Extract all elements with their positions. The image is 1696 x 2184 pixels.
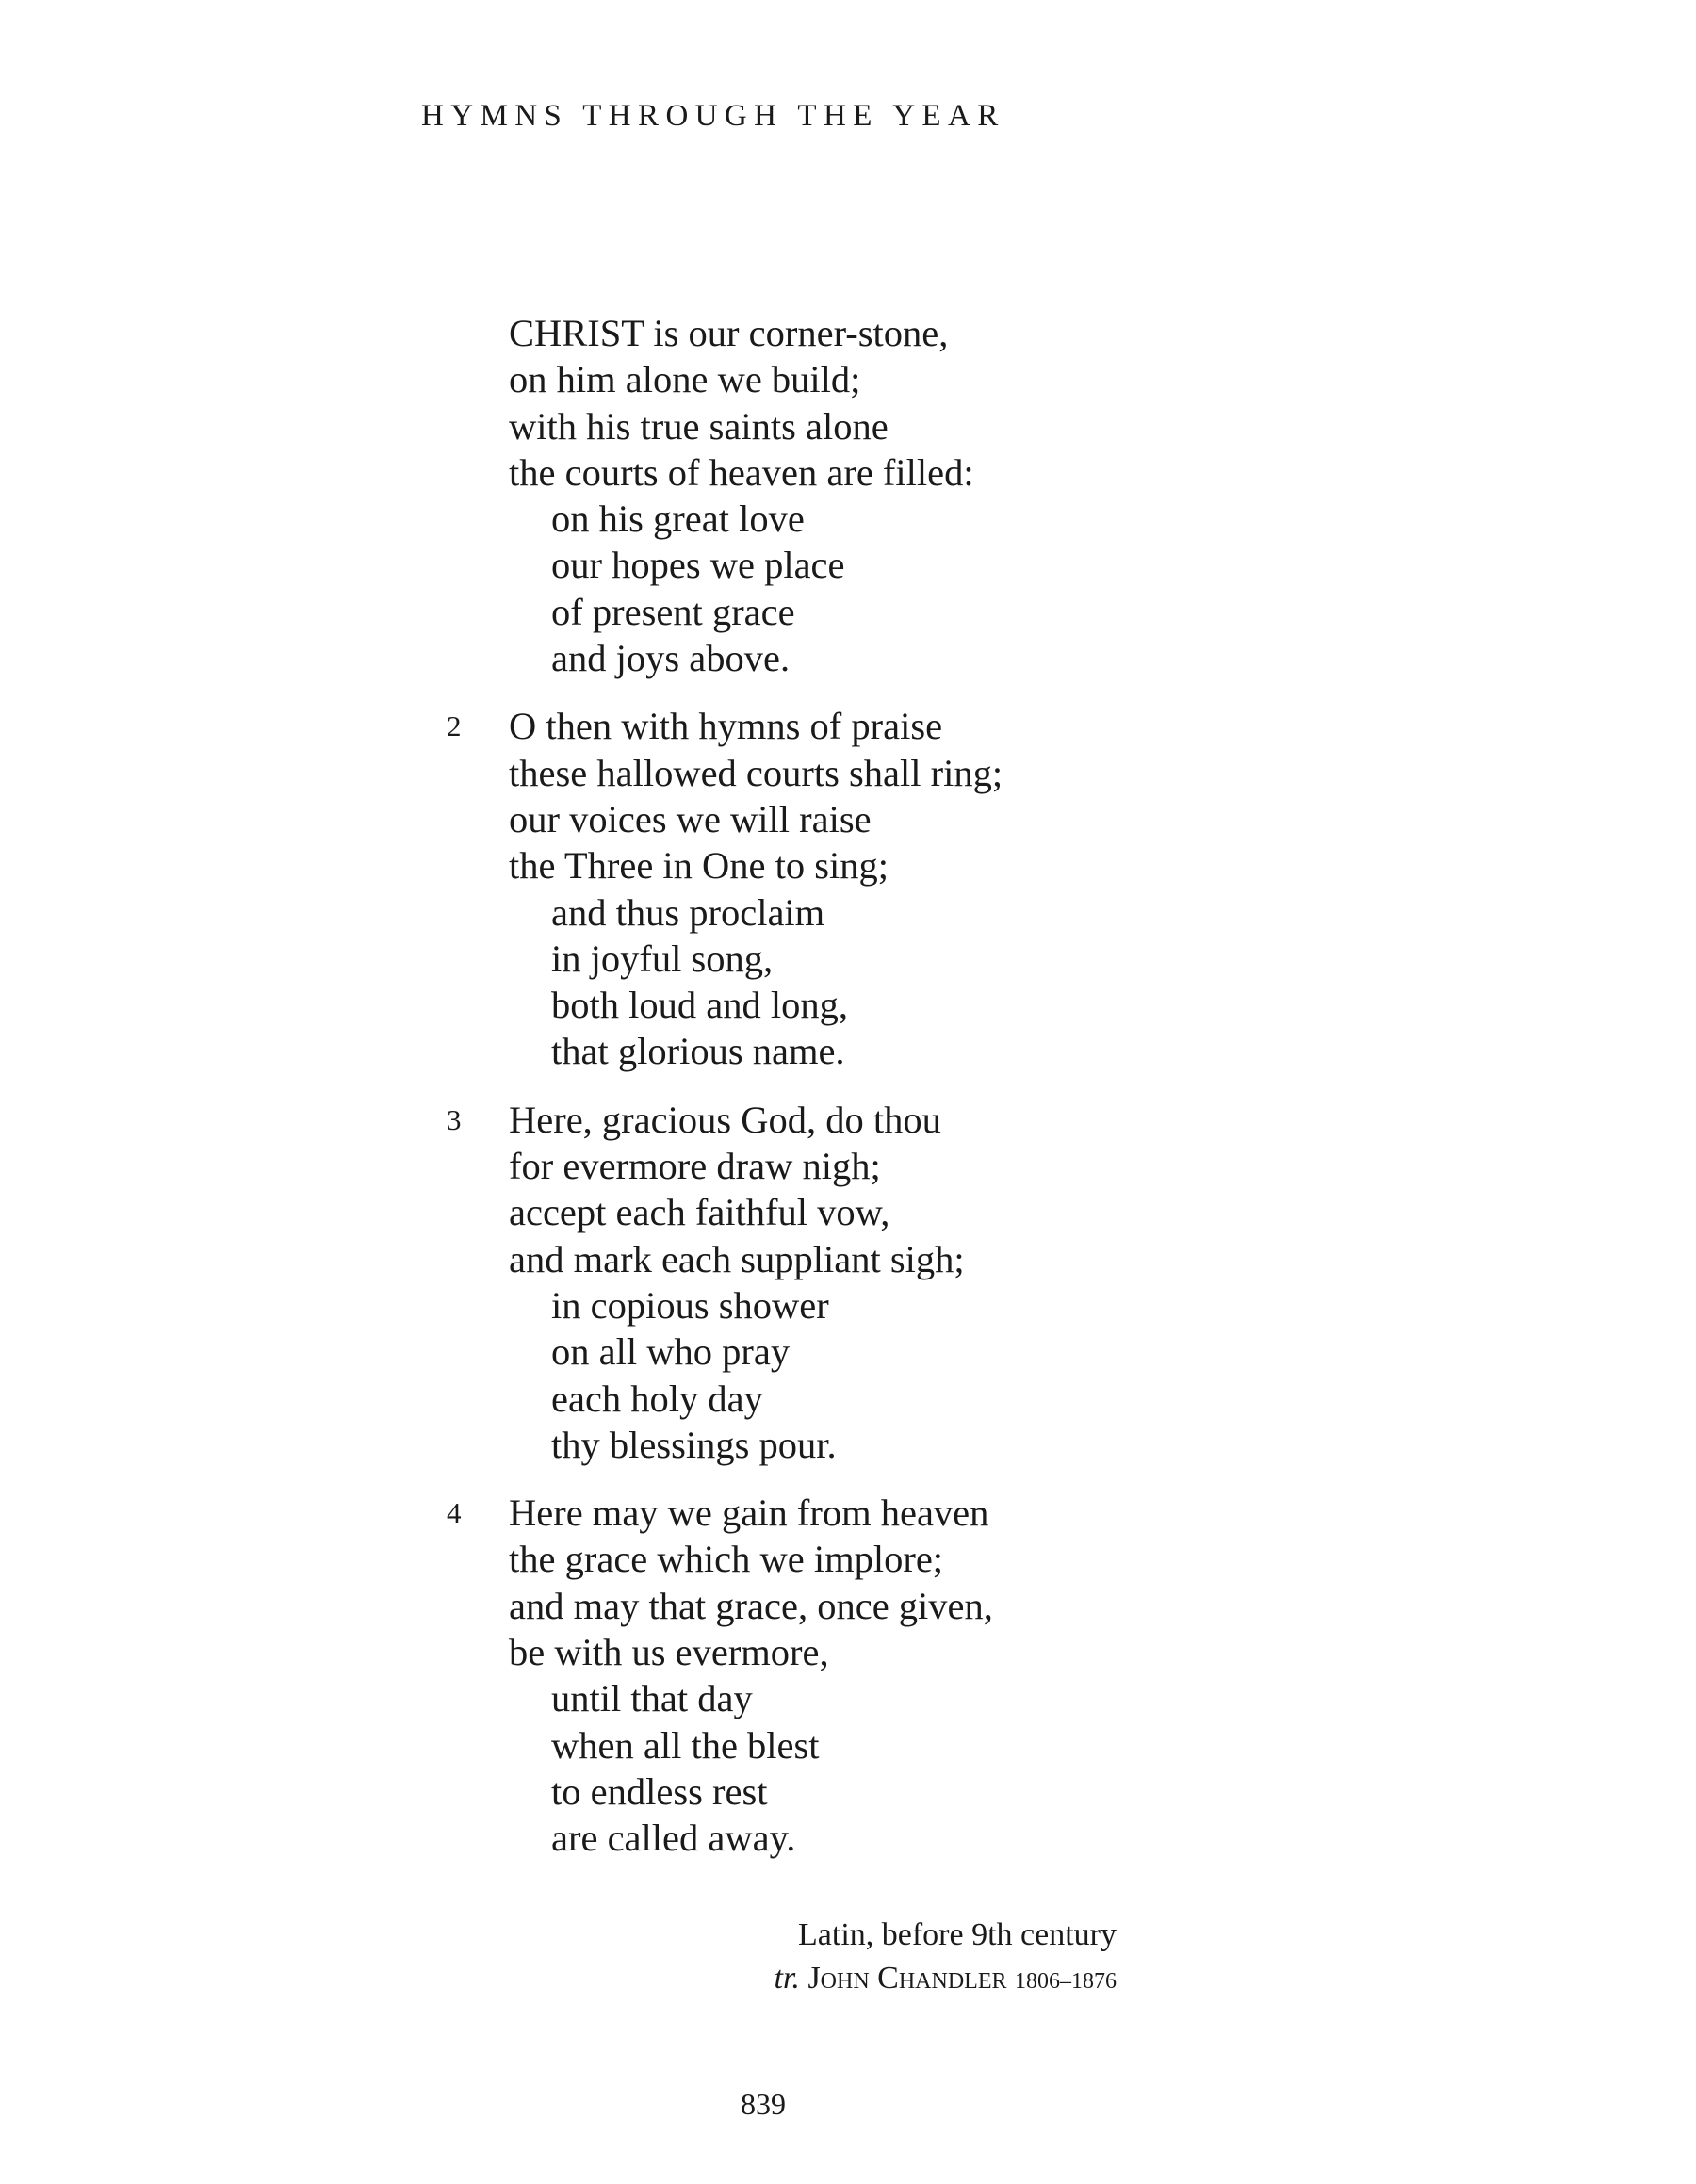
verse-line: be with us evermore, bbox=[509, 1631, 829, 1674]
verse-line: of present grace bbox=[551, 590, 795, 633]
verse-line: to endless rest bbox=[551, 1769, 768, 1813]
verse-line: and joys above. bbox=[551, 637, 791, 680]
verse-line: in copious shower bbox=[551, 1283, 829, 1327]
translator-dates: 1806–1876 bbox=[1015, 1969, 1117, 1994]
verse-line: and thus proclaim bbox=[551, 890, 825, 934]
verse-line: in joyful song, bbox=[551, 937, 774, 980]
verse-line: that glorious name. bbox=[551, 1030, 845, 1073]
translator-abbrev: tr. bbox=[774, 1961, 800, 1996]
verse-number: 4 bbox=[447, 1496, 462, 1530]
verse-4 bbox=[447, 1490, 1451, 1861]
verse-line: and may that grace, once given, bbox=[509, 1584, 993, 1627]
verse-line: are called away. bbox=[551, 1817, 796, 1860]
verse-line: when all the blest bbox=[551, 1723, 820, 1767]
verse-line: CHRIST is our corner-stone, bbox=[509, 312, 949, 354]
verse-line: Here, gracious God, do thou bbox=[509, 1098, 941, 1141]
page-number: 839 bbox=[741, 2087, 786, 2121]
verse-line: on all who pray bbox=[551, 1330, 791, 1374]
verse-line: accept each faithful vow, bbox=[509, 1191, 890, 1234]
verse-line: the Three in One to sing; bbox=[509, 844, 889, 888]
verse-line: O then with hymns of praise bbox=[509, 705, 943, 748]
verse-line: our hopes we place bbox=[551, 544, 845, 587]
verse-line: thy blessings pour. bbox=[551, 1423, 837, 1466]
verse-number: 2 bbox=[447, 709, 462, 743]
verse-line: until that day bbox=[551, 1677, 753, 1720]
attribution-source: Latin, before 9th century bbox=[798, 1917, 1117, 1952]
verse-line: for evermore draw nigh; bbox=[509, 1145, 881, 1188]
attribution bbox=[775, 1914, 1117, 2000]
verse-line: our voices we will raise bbox=[509, 797, 872, 840]
verse-line: these hallowed courts shall ring; bbox=[509, 751, 1003, 794]
verse-line: the grace which we implore; bbox=[509, 1538, 944, 1581]
verse-line: and mark each suppliant sigh; bbox=[509, 1237, 965, 1280]
verse-2 bbox=[447, 703, 1451, 1074]
verse-1 bbox=[509, 310, 1451, 681]
attribution-translator-line bbox=[775, 1957, 1117, 2000]
verse-number: 3 bbox=[447, 1102, 462, 1136]
verse-line: on him alone we build; bbox=[509, 358, 861, 401]
verse-line: Here may we gain from heaven bbox=[509, 1491, 989, 1535]
verse-line: the courts of heaven are filled: bbox=[509, 450, 974, 494]
verse-3 bbox=[447, 1097, 1451, 1468]
verse-line: on his great love bbox=[551, 497, 805, 541]
verse-line: each holy day bbox=[551, 1377, 763, 1420]
verse-line: with his true saints alone bbox=[509, 404, 889, 448]
verse-line: both loud and long, bbox=[551, 984, 848, 1027]
running-head: HYMNS THROUGH THE YEAR bbox=[421, 99, 1005, 133]
translator-name: John Chandler bbox=[807, 1961, 1007, 1996]
hymn-text bbox=[447, 310, 1451, 1883]
